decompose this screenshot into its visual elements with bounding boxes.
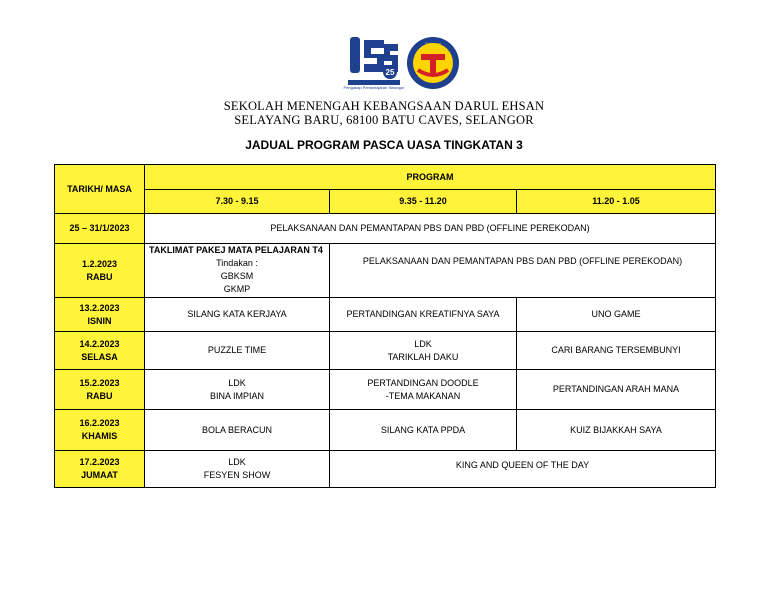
schedule-table — [54, 164, 716, 488]
logo-caption: Pengakap Pembelajaran Selangor — [343, 85, 405, 90]
day-text: JUMAAT — [81, 470, 118, 480]
slot-2-header: 9.35 - 11.20 — [330, 190, 517, 214]
selangor-crest-logo — [406, 36, 460, 90]
date-cell — [55, 332, 145, 370]
program-cell: KUIZ BIJAKKAH SAYA — [517, 410, 716, 451]
date-cell: 25 – 31/1/2023 — [55, 214, 145, 244]
briefing-title: TAKLIMAT PAKEJ MATA PELAJARAN T4 — [149, 245, 323, 255]
date-text: 14.2.2023 — [79, 338, 120, 349]
program-cell: CARI BARANG TERSEMBUNYI — [517, 332, 716, 370]
program-cell: KING AND QUEEN OF THE DAY — [330, 451, 716, 488]
time-slot-row — [55, 190, 716, 214]
program-cell: SILANG KATA PPDA — [330, 410, 517, 451]
program-cell: BOLA BERACUN — [145, 410, 330, 451]
program-line: LDK — [228, 377, 246, 388]
page-title: JADUAL PROGRAM PASCA UASA TINGKATAN 3 — [245, 138, 523, 152]
header-row — [55, 165, 716, 190]
school-name: SEKOLAH MENENGAH KEBANGSAAN DARUL EHSAN — [223, 99, 545, 113]
date-cell — [55, 451, 145, 488]
crest-caption: Selangor — [424, 41, 442, 46]
program-cell — [330, 332, 517, 370]
date-column-header: TARIKH/ MASA — [55, 165, 145, 214]
date-cell — [55, 244, 145, 298]
table-row — [55, 244, 716, 298]
program-cell — [145, 451, 330, 488]
program-cell — [330, 370, 517, 410]
program-header: PROGRAM — [145, 165, 716, 190]
school-address: SELAYANG BARU, 68100 BATU CAVES, SELANGOR — [234, 113, 534, 127]
pengakap-logo — [343, 34, 405, 90]
date-text: 17.2.2023 — [79, 457, 120, 467]
table-row — [55, 451, 716, 488]
day-text: RABU — [86, 390, 113, 401]
action-item: GBKSM — [220, 271, 254, 281]
program-cell: SILANG KATA KERJAYA — [145, 298, 330, 332]
table-row — [55, 410, 716, 451]
logo-anniversary-text: 25 — [385, 68, 395, 77]
program-cell: PERTANDINGAN ARAH MANA — [517, 370, 716, 410]
date-text: 1.2.2023 — [81, 258, 118, 269]
day-text: SELASA — [81, 351, 118, 362]
action-item: GKMP — [223, 284, 251, 294]
school-logos — [343, 34, 464, 92]
program-cell: PERTANDINGAN KREATIFNYA SAYA — [330, 298, 517, 332]
program-cell: PELAKSANAAN DAN PEMANTAPAN PBS DAN PBD (OFFLINE PEREKODAN) — [145, 214, 716, 244]
program-line: -TEMA MAKANAN — [385, 390, 461, 401]
program-cell: PELAKSANAAN DAN PEMANTAPAN PBS DAN PBD (OFFLINE PEREKODAN) — [330, 244, 716, 298]
date-text: 13.2.2023 — [79, 302, 120, 313]
program-line: TARIKLAH DAKU — [387, 351, 459, 362]
date-text: 15.2.2023 — [79, 377, 120, 388]
program-cell: UNO GAME — [517, 298, 716, 332]
day-text: ISNIN — [87, 315, 112, 326]
action-label: Tindakan : — [216, 258, 258, 268]
date-cell — [55, 298, 145, 332]
slot-1-header: 7.30 - 9.15 — [145, 190, 330, 214]
program-line: LDK — [414, 338, 432, 349]
day-text: KHAMIS — [81, 431, 118, 441]
day-text: RABU — [86, 271, 113, 282]
program-line: LDK — [228, 457, 246, 467]
program-cell — [145, 244, 330, 298]
date-cell — [55, 410, 145, 451]
program-line: BINA IMPIAN — [209, 390, 264, 401]
program-line: PERTANDINGAN DOODLE — [367, 377, 479, 388]
table-row — [55, 298, 716, 332]
table-row — [55, 370, 716, 410]
program-cell: PUZZLE TIME — [145, 332, 330, 370]
slot-3-header: 11.20 - 1.05 — [517, 190, 716, 214]
program-cell — [145, 370, 330, 410]
table-row — [55, 214, 716, 244]
table-row — [55, 332, 716, 370]
date-text: 16.2.2023 — [79, 418, 120, 428]
date-cell — [55, 370, 145, 410]
program-line: FESYEN SHOW — [203, 470, 271, 480]
